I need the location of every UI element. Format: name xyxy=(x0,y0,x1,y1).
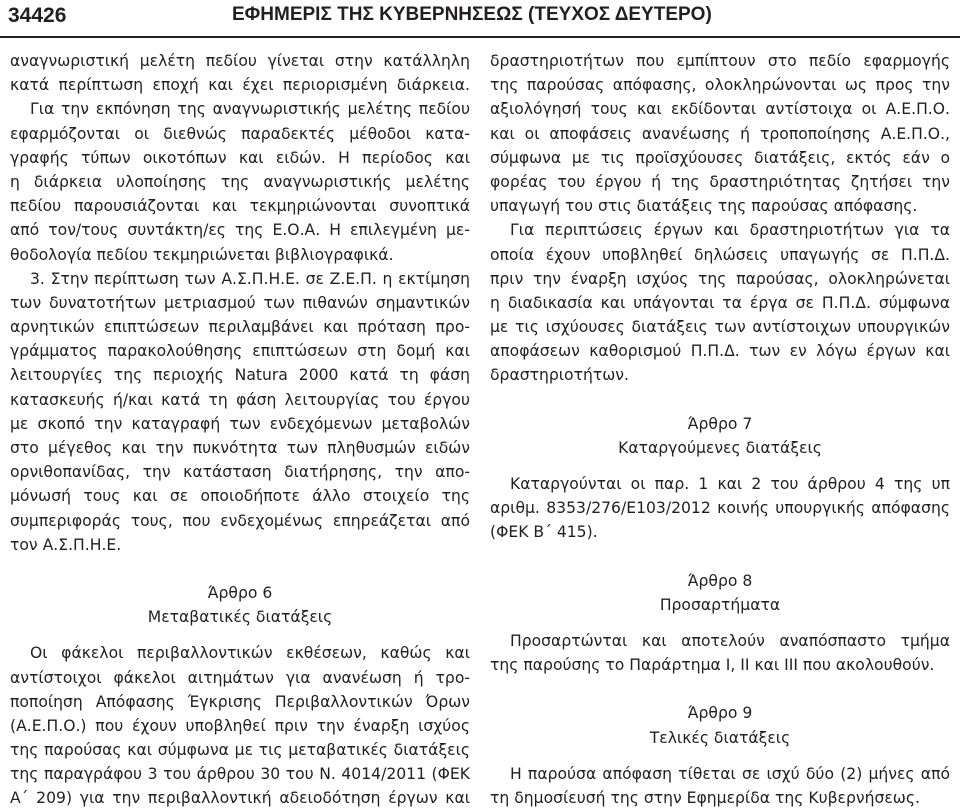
article-8-number: Άρθρο 8 xyxy=(687,571,753,590)
article-7-number: Άρθρο 7 xyxy=(687,414,753,433)
text-line: αντίστοιχοι φάκελοι αιτημάτων για ανανέωση ή τρο- xyxy=(10,668,470,687)
text-line: Α΄ 209) για την περιβαλλοντική αδειοδότηση έργων και xyxy=(10,789,470,808)
text-line: της παραγράφου 3 του άρθρου 30 του Ν. 4014/2011 (ΦΕΚ xyxy=(10,765,470,784)
paragraph-3 xyxy=(10,267,470,557)
text-line: ορνιθοπανίδας, την κατάσταση διατήρησης, την απο- xyxy=(10,463,470,482)
text-line: αξιολόγησή τους και εκδίδονται αντίστοιχα οι Α.Ε.Π.Ο. xyxy=(490,100,950,119)
text-line: αναγνωριστική μελέτη πεδίου γίνεται στην κατάλληλη xyxy=(10,52,470,70)
text-line: ποποίηση Απόφασης Έγκρισης Περιβαλλοντικών Όρων xyxy=(10,692,470,711)
article-9-number: Άρθρο 9 xyxy=(687,704,753,723)
article-8-title: Προσαρτήματα xyxy=(659,595,781,614)
spacer xyxy=(490,750,950,762)
spacer xyxy=(490,460,950,472)
text-line: η διάρκεια υλοποίησης της αναγνωριστικής μελέτης xyxy=(10,172,470,191)
text-line: (ΦΕΚ Β΄ 415). xyxy=(490,523,598,542)
text-line: Καταργούνται οι παρ. 1 και 2 του άρθρου 4 της υπ xyxy=(510,475,950,493)
page-header xyxy=(0,0,960,34)
article-7-title: Καταργούμενες διατάξεις xyxy=(618,438,822,457)
text-line: τον Α.Σ.Π.Η.Ε. xyxy=(10,535,122,554)
spacer xyxy=(490,677,950,701)
text-line: πριν την έναρξη ισχύος της παρούσας, ολοκληρώνεται xyxy=(490,269,950,288)
spacer xyxy=(490,388,950,412)
text-line: με τις ισχύουσες διατάξεις των αντίστοιχων υπουργικών xyxy=(490,318,950,337)
text-line: γραφής τύπων οικοτόπων και ειδών. Η περίοδος και xyxy=(10,148,470,167)
paragraph-continuation xyxy=(490,49,950,218)
text-line: και οι αποφάσεις ανανέωσης ή τροποποίησης Α.Ε.Π.Ο., xyxy=(490,124,950,143)
spacer xyxy=(490,545,950,569)
text-line: δραστηριοτήτων που εμπίπτουν στο πεδίο εφαρμογής xyxy=(490,52,950,70)
paragraph-annexes xyxy=(490,629,950,677)
article-9-title: Τελικές διατάξεις xyxy=(649,728,791,747)
text-line: δραστηριοτήτων. xyxy=(490,366,629,385)
text-line: Η παρούσα απόφαση τίθεται σε ισχύ δύο (2) μήνες από xyxy=(510,764,950,783)
text-line: των δυνατοτήτων μετριασμού των πιθανών σημαντικών xyxy=(10,293,470,312)
text-line: κατά περίπτωση εποχή και έχει περιορισμένη διάρκεια. xyxy=(10,76,470,95)
text-line: από τον/τους συντάκτη/ες της Ε.Ο.Α. Η επιλεγμένη με- xyxy=(10,221,470,240)
spacer xyxy=(10,629,470,641)
text-line: Για περιπτώσεις έργων και δραστηριοτήτων για τα xyxy=(510,221,950,240)
header-rule xyxy=(0,36,960,38)
text-line: αποφάσεων καθορισμού Π.Π.Δ. των εν λόγω έργων και xyxy=(490,342,950,361)
text-line: (Α.Ε.Π.Ο.) που έχουν υποβληθεί πριν την έναρξη ισχύος xyxy=(10,716,470,735)
text-line: σύμφωνα με τις προϊσχύουσες διατάξεις, εκτός εάν ο xyxy=(490,148,950,167)
page-number: 34426 xyxy=(8,4,67,27)
left-column xyxy=(10,49,470,811)
text-line: με σκοπό την καταγραφή των ενδεχόμενων μεταβολών xyxy=(10,414,470,433)
article-6-title: Μεταβατικές διατάξεις xyxy=(147,608,333,627)
text-line: Οι φάκελοι περιβαλλοντικών εκθέσεων, καθώς και xyxy=(30,644,470,663)
paragraph-repealed xyxy=(490,472,950,545)
text-line: λειτουργίες της περιοχής Natura 2000 κατά τη φάση xyxy=(10,366,470,385)
text-line: φορέας του έργου ή της δραστηριότητας ζητήσει την xyxy=(490,172,950,191)
text-line: πεδίου παρουσιάζονται και τεκμηριώνονται συνοπτικά xyxy=(10,197,470,216)
text-line: οποία έχουν υποβληθεί δηλώσεις υπαγωγής σε Π.Π.Δ. xyxy=(490,245,950,264)
text-line: Για την εκπόνηση της αναγνωριστικής μελέτης πεδίου xyxy=(30,100,470,119)
text-line: κατασκευής ή/και κατά τη φάση λειτουργίας του έργου xyxy=(10,390,470,409)
text-line: γράμματος παρακολούθησης επιπτώσεων στη δομή και xyxy=(10,342,470,361)
text-line: αριθμ. 8353/276/Ε103/2012 κοινής υπουργικής απόφασης xyxy=(490,499,950,518)
spacer xyxy=(10,557,470,581)
text-line: της παρούσας απόφασης, ολοκληρώνονται ως προς την xyxy=(490,76,950,95)
paragraph-methodology xyxy=(10,49,470,267)
text-line: αρνητικών επιπτώσεων περιλαμβάνει και πρόταση προ- xyxy=(10,318,470,337)
paragraph-ppd xyxy=(490,218,950,387)
text-line: της παρούσας και σύμφωνα με τις μεταβατικές διατάξεις xyxy=(10,741,470,760)
spacer xyxy=(490,617,950,629)
right-column xyxy=(490,49,950,810)
text-line: εφαρμόζονται οι διεθνώς παραδεκτές μέθοδοι κατα- xyxy=(10,124,470,143)
paragraph-final xyxy=(490,762,950,810)
text-line: υπαγωγή του στις διατάξεις της παρούσας απόφασης. xyxy=(490,197,918,216)
article-6-number: Άρθρο 6 xyxy=(207,583,273,602)
text-line: 3. Στην περίπτωση των Α.Σ.Π.Η.Ε. σε Ζ.Ε.Π. η εκτίμηση xyxy=(30,269,470,288)
text-line: στο μέγεθος και την πυκνότητα των πληθυσμών ειδών xyxy=(10,439,470,457)
text-line: Προσαρτώνται και αποτελούν αναπόσπαστο τμήμα xyxy=(510,631,950,650)
text-line: συμπεριφοράς τους, που ενδεχομένως επηρεάζεται από xyxy=(10,511,470,530)
paragraph-transitional xyxy=(10,641,470,810)
text-line: της παρούσης το Παράρτημα Ι, ΙΙ και ΙΙΙ που ακολουθούν. xyxy=(490,656,935,675)
text-line: μόνωσή τους και σε οποιοδήποτε άλλο στοιχείο της xyxy=(10,487,470,506)
text-line: τη δημοσίευσή της στην Εφημερίδα της Κυβερνήσεως. xyxy=(490,788,920,807)
text-line: η διαδικασία και υπάγονται τα έργα σε Π.Π.Δ. σύμφωνα xyxy=(490,293,950,312)
text-line: θοδολογία πεδίου τεκμηριώνεται βιβλιογραφικά. xyxy=(10,245,394,264)
journal-title: ΕΦΗΜΕΡΙΣ ΤΗΣ ΚΥΒΕΡΝΗΣΕΩΣ (ΤΕΥΧΟΣ ΔΕΥΤΕΡΟ) xyxy=(232,4,712,25)
